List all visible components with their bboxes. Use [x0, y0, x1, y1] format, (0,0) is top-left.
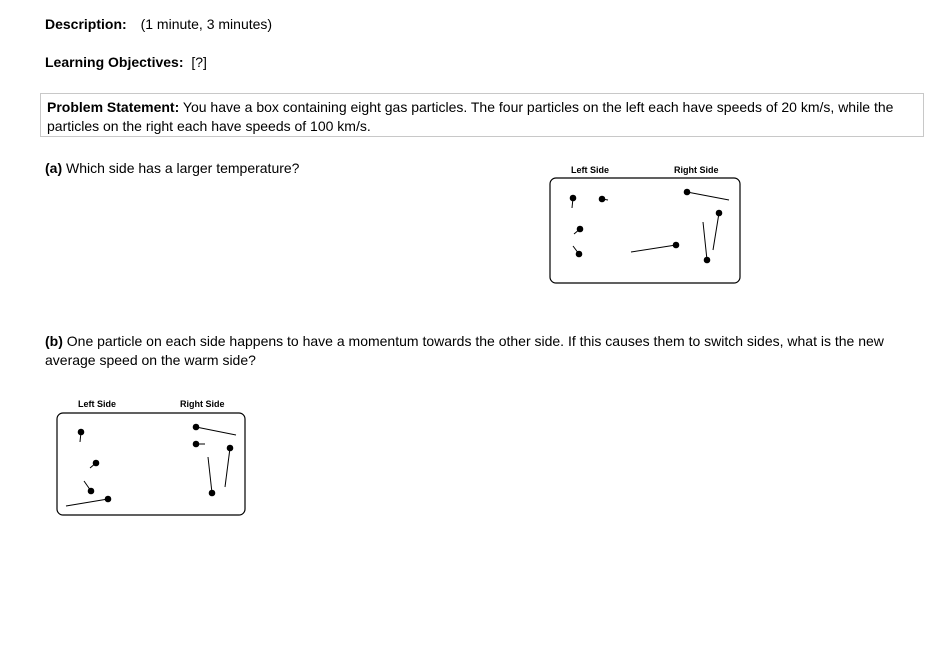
description-label: Description:: [45, 16, 127, 32]
part-b-text: One particle on each side happens to have a momentum towards the other side. If this causes them to switch sides, what is the new average speed on the warm side?: [45, 333, 884, 368]
learning-objectives-line: [45, 54, 207, 70]
part-b-question: [45, 332, 925, 370]
diagram-b: [52, 395, 252, 520]
diagram-a-right-label: Right Side: [674, 165, 719, 175]
diagram-a-left-label: Left Side: [571, 165, 610, 175]
description-line: [45, 16, 272, 32]
problem-statement-label: Problem Statement:: [47, 99, 180, 115]
diagram-b-particles: [66, 424, 236, 506]
part-a-text: Which side has a larger temperature?: [66, 160, 300, 176]
description-value: (1 minute, 3 minutes): [140, 16, 273, 32]
diagram-b-right-label: Right Side: [180, 399, 225, 409]
part-b-label: (b): [45, 333, 63, 349]
learning-objectives-label: Learning Objectives:: [45, 54, 184, 70]
diagram-b-left-label: Left Side: [78, 399, 117, 409]
problem-statement-text: You have a box containing eight gas particles. The four particles on the left each have speeds of 20 km/s, while the particles on the right each have speeds of 100 km/s.: [47, 99, 894, 134]
diagram-a: [545, 160, 745, 290]
part-a-label: (a): [45, 160, 63, 176]
part-a-question: [45, 160, 299, 176]
diagram-b-box: [57, 413, 245, 515]
learning-objectives-link[interactable]: [?]: [191, 54, 207, 70]
diagram-a-particles: [570, 189, 729, 263]
problem-statement-box: [40, 93, 924, 137]
